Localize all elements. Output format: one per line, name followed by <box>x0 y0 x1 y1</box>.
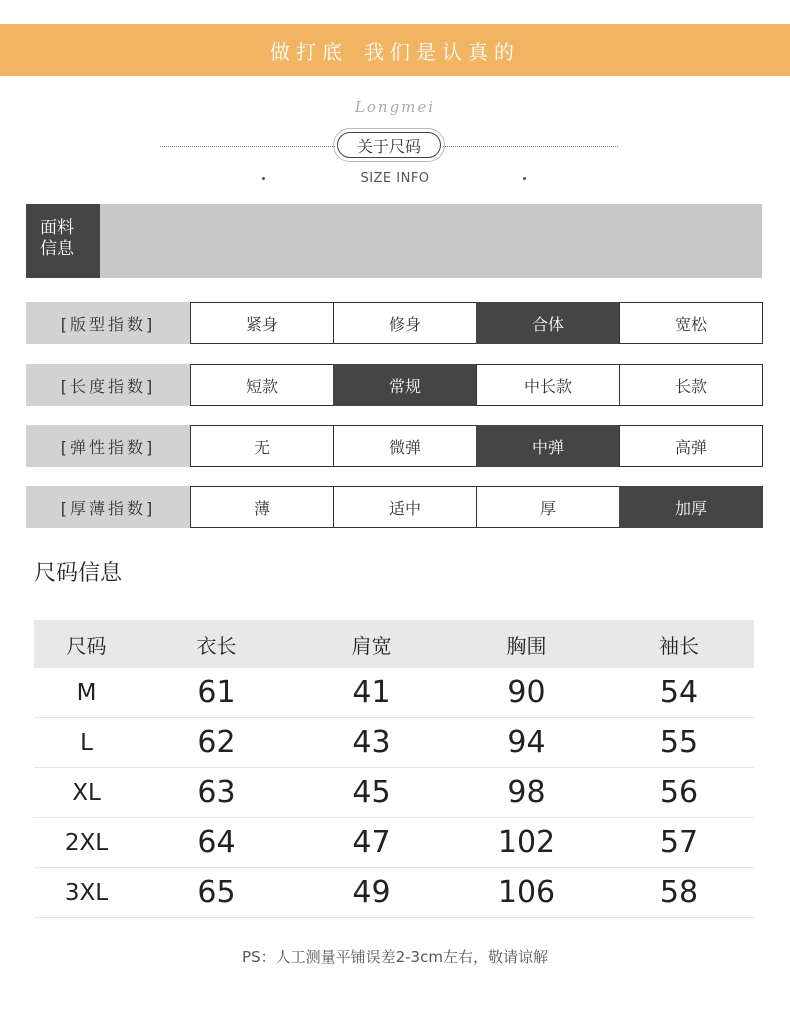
index-option: 适中 <box>333 486 477 528</box>
size-value: 54 <box>659 675 699 710</box>
index-option: 紧身 <box>190 302 334 344</box>
divider-left <box>160 146 335 147</box>
index-option: 长款 <box>619 364 763 406</box>
index-option: 无 <box>190 425 334 467</box>
index-options <box>190 486 763 528</box>
size-value: 56 <box>659 775 699 810</box>
index-row <box>26 486 763 528</box>
size-value: 55 <box>659 725 699 760</box>
index-option: 高弹 <box>619 425 763 467</box>
index-option-selected: 加厚 <box>619 486 763 528</box>
size-label: L <box>80 729 93 756</box>
index-option: 厚 <box>476 486 620 528</box>
header-sleeve: 袖长 <box>659 633 699 658</box>
size-value: 98 <box>507 775 546 810</box>
size-value: 57 <box>659 825 699 860</box>
size-table <box>34 620 754 918</box>
index-option-selected: 常规 <box>333 364 477 406</box>
size-value: 65 <box>197 875 236 910</box>
size-label: XL <box>72 779 101 806</box>
size-row <box>34 668 754 718</box>
size-value: 64 <box>197 825 236 860</box>
size-label: M <box>76 679 97 706</box>
banner-text-1: 做打底 <box>270 39 348 64</box>
size-row <box>34 818 754 868</box>
size-value: 63 <box>197 775 236 810</box>
index-label: [弹性指数] <box>26 425 190 467</box>
index-option: 中长款 <box>476 364 620 406</box>
fabric-info-label <box>26 204 100 278</box>
size-value: 61 <box>197 675 236 710</box>
index-label: [版型指数] <box>26 302 190 344</box>
index-row <box>26 302 763 344</box>
size-value: 94 <box>507 725 546 760</box>
size-value: 45 <box>352 775 391 810</box>
size-label: 2XL <box>64 829 109 856</box>
fabric-label-line2: 信息 <box>40 239 74 259</box>
size-value: 62 <box>197 725 236 760</box>
index-option: 修身 <box>333 302 477 344</box>
index-option-selected: 合体 <box>476 302 620 344</box>
about-size-pill: 关于尺码 <box>337 132 441 158</box>
index-label: [长度指数] <box>26 364 190 406</box>
index-option: 微弹 <box>333 425 477 467</box>
index-label: [厚薄指数] <box>26 486 190 528</box>
size-table-header <box>34 620 754 668</box>
top-banner <box>0 24 790 76</box>
size-info-subtitle: SIZE INFO <box>360 171 430 186</box>
header-shoulder: 肩宽 <box>351 633 392 658</box>
size-section-title: 尺码信息 <box>34 561 123 586</box>
index-option-selected: 中弹 <box>476 425 620 467</box>
size-value: 58 <box>659 875 699 910</box>
index-options <box>190 425 763 467</box>
fabric-label-line1: 面料 <box>40 218 74 238</box>
size-label: 3XL <box>64 879 109 906</box>
header-size: 尺码 <box>66 633 107 658</box>
index-options <box>190 302 763 344</box>
size-value: 49 <box>352 875 391 910</box>
measurement-note: PS：人工测量平铺误差2-3cm左右，敬请谅解 <box>242 948 548 966</box>
fabric-info-box <box>26 204 762 278</box>
size-value: 102 <box>497 825 556 860</box>
index-option: 短款 <box>190 364 334 406</box>
index-row <box>26 364 763 406</box>
banner-text-2: 我们是认真的 <box>364 39 520 64</box>
size-row <box>34 868 754 918</box>
index-option: 宽松 <box>619 302 763 344</box>
size-value: 47 <box>352 825 391 860</box>
size-value: 106 <box>497 875 556 910</box>
index-options <box>190 364 763 406</box>
index-option: 薄 <box>190 486 334 528</box>
header-length: 衣长 <box>196 633 237 658</box>
divider-right <box>443 146 618 147</box>
size-value: 43 <box>352 725 391 760</box>
size-value: 90 <box>507 675 546 710</box>
brand-logo-text: Longmei <box>354 98 436 116</box>
index-row <box>26 425 763 467</box>
size-value: 41 <box>352 675 391 710</box>
header-chest: 胸围 <box>506 633 547 658</box>
size-row <box>34 718 754 768</box>
size-row <box>34 768 754 818</box>
